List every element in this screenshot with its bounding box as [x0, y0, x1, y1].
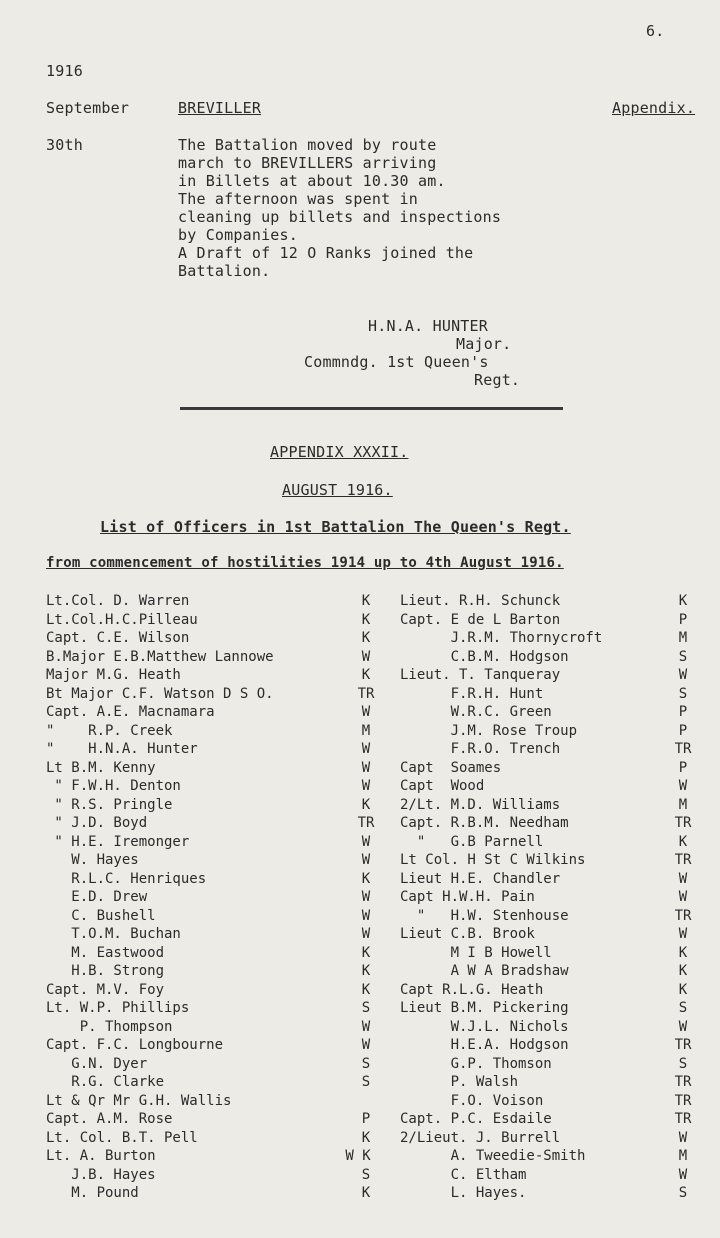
casualty-mark: W [678, 667, 688, 683]
casualty-mark: K [361, 1185, 371, 1201]
officer-name: J.M. Rose Troup [400, 723, 578, 739]
casualty-mark: P [678, 704, 688, 720]
casualty-mark: W [361, 649, 371, 665]
signature-command: Commndg. 1st Queen's [304, 353, 489, 371]
casualty-mark: K [678, 945, 688, 961]
officer-name: L. Hayes. [400, 1185, 527, 1201]
officer-name: C.B.M. Hodgson [400, 649, 569, 665]
officer-name: 2/Lt. M.D. Williams [400, 797, 561, 813]
officer-name: " H.E. Iremonger [46, 834, 190, 850]
casualty-mark: S [678, 1185, 688, 1201]
officer-name: " J.D. Boyd [46, 815, 148, 831]
day-label: 30th [46, 136, 83, 154]
casualty-mark: TR [674, 1111, 692, 1127]
officer-name: Capt H.W.H. Pain [400, 889, 535, 905]
casualty-mark: S [361, 1074, 371, 1090]
officer-name: Lt & Qr Mr G.H. Wallis [46, 1093, 232, 1109]
casualty-mark: W [678, 1167, 688, 1183]
casualty-mark: S [678, 1056, 688, 1072]
officer-name: G.P. Thomson [400, 1056, 552, 1072]
appendix-title: APPENDIX XXXII. [270, 443, 409, 461]
casualty-mark: K [361, 667, 371, 683]
casualty-mark: W [361, 889, 371, 905]
officer-name: Capt. C.E. Wilson [46, 630, 190, 646]
officer-name: Lieut H.E. Chandler [400, 871, 561, 887]
casualty-mark: K [678, 963, 688, 979]
list-title: List of Officers in 1st Battalion The Queen's Regt. [100, 518, 571, 536]
officer-name: P. Walsh [400, 1074, 519, 1090]
officer-name: Capt Soames [400, 760, 502, 776]
casualty-mark: W [678, 1019, 688, 1035]
officer-name: R.L.C. Henriques [46, 871, 207, 887]
officer-name: Capt. M.V. Foy [46, 982, 165, 998]
casualty-mark: M [361, 723, 371, 739]
officer-name: " R.S. Pringle [46, 797, 173, 813]
officer-name: Lt.Col. D. Warren [46, 593, 190, 609]
casualty-mark: W K [345, 1148, 371, 1164]
casualty-mark: K [678, 982, 688, 998]
casualty-mark: TR [357, 686, 375, 702]
casualty-mark: K [361, 1130, 371, 1146]
officer-name: W.R.C. Green [400, 704, 552, 720]
casualty-mark: TR [674, 1037, 692, 1053]
officer-name: Capt Wood [400, 778, 485, 794]
officer-name: Capt. A.E. Macnamara [46, 704, 215, 720]
casualty-mark: S [678, 686, 688, 702]
entry-line: The Battalion moved by route [178, 136, 437, 154]
entry-line: in Billets at about 10.30 am. [178, 172, 446, 190]
officer-name: J.R.M. Thornycroft [400, 630, 603, 646]
officer-name: 2/Lieut. J. Burrell [400, 1130, 561, 1146]
casualty-mark: TR [674, 1093, 692, 1109]
casualty-mark: TR [674, 1074, 692, 1090]
entry-line: march to BREVILLERS arriving [178, 154, 437, 172]
officer-name: M I B Howell [400, 945, 552, 961]
casualty-mark: W [361, 1037, 371, 1053]
casualty-mark: W [361, 778, 371, 794]
casualty-mark: K [361, 963, 371, 979]
officer-name: Lt. W.P. Phillips [46, 1000, 190, 1016]
officer-name: J.B. Hayes [46, 1167, 156, 1183]
casualty-mark: K [678, 593, 688, 609]
casualty-mark: W [678, 889, 688, 905]
casualty-mark: W [361, 1019, 371, 1035]
casualty-mark: P [361, 1111, 371, 1127]
officer-name: W.J.L. Nichols [400, 1019, 569, 1035]
appendix-reference: Appendix. [612, 99, 696, 117]
officer-name: " H.N.A. Hunter [46, 741, 198, 757]
officer-name: F.R.H. Hunt [400, 686, 544, 702]
casualty-mark: K [361, 612, 371, 628]
casualty-mark: W [678, 778, 688, 794]
officer-name: F.R.O. Trench [400, 741, 561, 757]
casualty-mark: TR [357, 815, 375, 831]
entry-line: Battalion. [178, 262, 271, 280]
casualty-mark: S [361, 1167, 371, 1183]
officer-name: " F.W.H. Denton [46, 778, 181, 794]
officer-name: Lieut. T. Tanqueray [400, 667, 561, 683]
officer-name: Major M.G. Heath [46, 667, 181, 683]
officer-name: C. Eltham [400, 1167, 527, 1183]
signature-rank: Major. [456, 335, 512, 353]
casualty-mark: W [361, 834, 371, 850]
officer-name: Lt B.M. Kenny [46, 760, 156, 776]
casualty-mark: W [361, 908, 371, 924]
officer-name: A W A Bradshaw [400, 963, 569, 979]
casualty-mark: K [361, 630, 371, 646]
casualty-mark: P [678, 723, 688, 739]
officer-name: " H.W. Stenhouse [400, 908, 569, 924]
casualty-mark: S [678, 1000, 688, 1016]
officer-name: P. Thompson [46, 1019, 173, 1035]
officer-name: " R.P. Creek [46, 723, 173, 739]
officer-name: E.D. Drew [46, 889, 148, 905]
signature-regiment: Regt. [474, 371, 521, 389]
officer-name: F.O. Voison [400, 1093, 544, 1109]
officer-name: Lieut B.M. Pickering [400, 1000, 569, 1016]
month-label: September [46, 99, 130, 117]
officer-name: Bt Major C.F. Watson D S O. [46, 686, 274, 702]
casualty-mark: P [678, 760, 688, 776]
officer-name: Capt. P.C. Esdaile [400, 1111, 552, 1127]
casualty-mark: W [678, 871, 688, 887]
casualty-mark: W [678, 926, 688, 942]
casualty-mark: TR [674, 908, 692, 924]
casualty-mark: K [678, 834, 688, 850]
officer-name: Lt Col. H St C Wilkins [400, 852, 586, 868]
casualty-mark: K [361, 945, 371, 961]
casualty-mark: K [361, 593, 371, 609]
casualty-mark: TR [674, 852, 692, 868]
officer-name: A. Tweedie-Smith [400, 1148, 586, 1164]
casualty-mark: K [361, 871, 371, 887]
officer-name: B.Major E.B.Matthew Lannowe [46, 649, 274, 665]
officer-name: Lt. A. Burton [46, 1148, 156, 1164]
officer-name: " G.B Parnell [400, 834, 544, 850]
officer-name: Capt R.L.G. Heath [400, 982, 544, 998]
casualty-mark: K [361, 982, 371, 998]
entry-line: A Draft of 12 O Ranks joined the [178, 244, 474, 262]
casualty-mark: P [678, 612, 688, 628]
officer-name: T.O.M. Buchan [46, 926, 181, 942]
officer-name: M. Pound [46, 1185, 139, 1201]
appendix-date: AUGUST 1916. [282, 481, 393, 499]
officer-name: Lt. Col. B.T. Pell [46, 1130, 198, 1146]
casualty-mark: W [678, 1130, 688, 1146]
casualty-mark: M [678, 1148, 688, 1164]
officer-name: G.N. Dyer [46, 1056, 148, 1072]
officer-name: Capt. E de L Barton [400, 612, 561, 628]
officer-name: Capt. R.B.M. Needham [400, 815, 569, 831]
officer-name: Capt. A.M. Rose [46, 1111, 173, 1127]
entry-line: The afternoon was spent in [178, 190, 418, 208]
officer-name: C. Bushell [46, 908, 156, 924]
casualty-mark: W [361, 760, 371, 776]
year-heading: 1916 [46, 62, 83, 80]
entry-line: cleaning up billets and inspections [178, 208, 502, 226]
casualty-mark: S [361, 1000, 371, 1016]
casualty-mark: M [678, 797, 688, 813]
casualty-mark: M [678, 630, 688, 646]
place-heading: BREVILLER [178, 99, 262, 117]
section-divider [180, 407, 563, 410]
casualty-mark: TR [674, 741, 692, 757]
officer-name: M. Eastwood [46, 945, 165, 961]
page-number: 6. [646, 22, 665, 40]
list-subtitle: from commencement of hostilities 1914 up to 4th August 1916. [46, 555, 564, 571]
casualty-mark: S [678, 649, 688, 665]
casualty-mark: W [361, 741, 371, 757]
officer-name: Lieut C.B. Brook [400, 926, 535, 942]
officer-name: H.E.A. Hodgson [400, 1037, 569, 1053]
officer-name: W. Hayes [46, 852, 139, 868]
casualty-mark: K [361, 797, 371, 813]
casualty-mark: TR [674, 815, 692, 831]
signature-name: H.N.A. HUNTER [368, 317, 488, 335]
officer-name: H.B. Strong [46, 963, 165, 979]
casualty-mark: W [361, 852, 371, 868]
entry-line: by Companies. [178, 226, 298, 244]
casualty-mark: W [361, 926, 371, 942]
officer-name: Capt. F.C. Longbourne [46, 1037, 224, 1053]
officer-name: R.G. Clarke [46, 1074, 165, 1090]
officer-name: Lt.Col.H.C.Pilleau [46, 612, 198, 628]
casualty-mark: W [361, 704, 371, 720]
officer-name: Lieut. R.H. Schunck [400, 593, 561, 609]
casualty-mark: S [361, 1056, 371, 1072]
